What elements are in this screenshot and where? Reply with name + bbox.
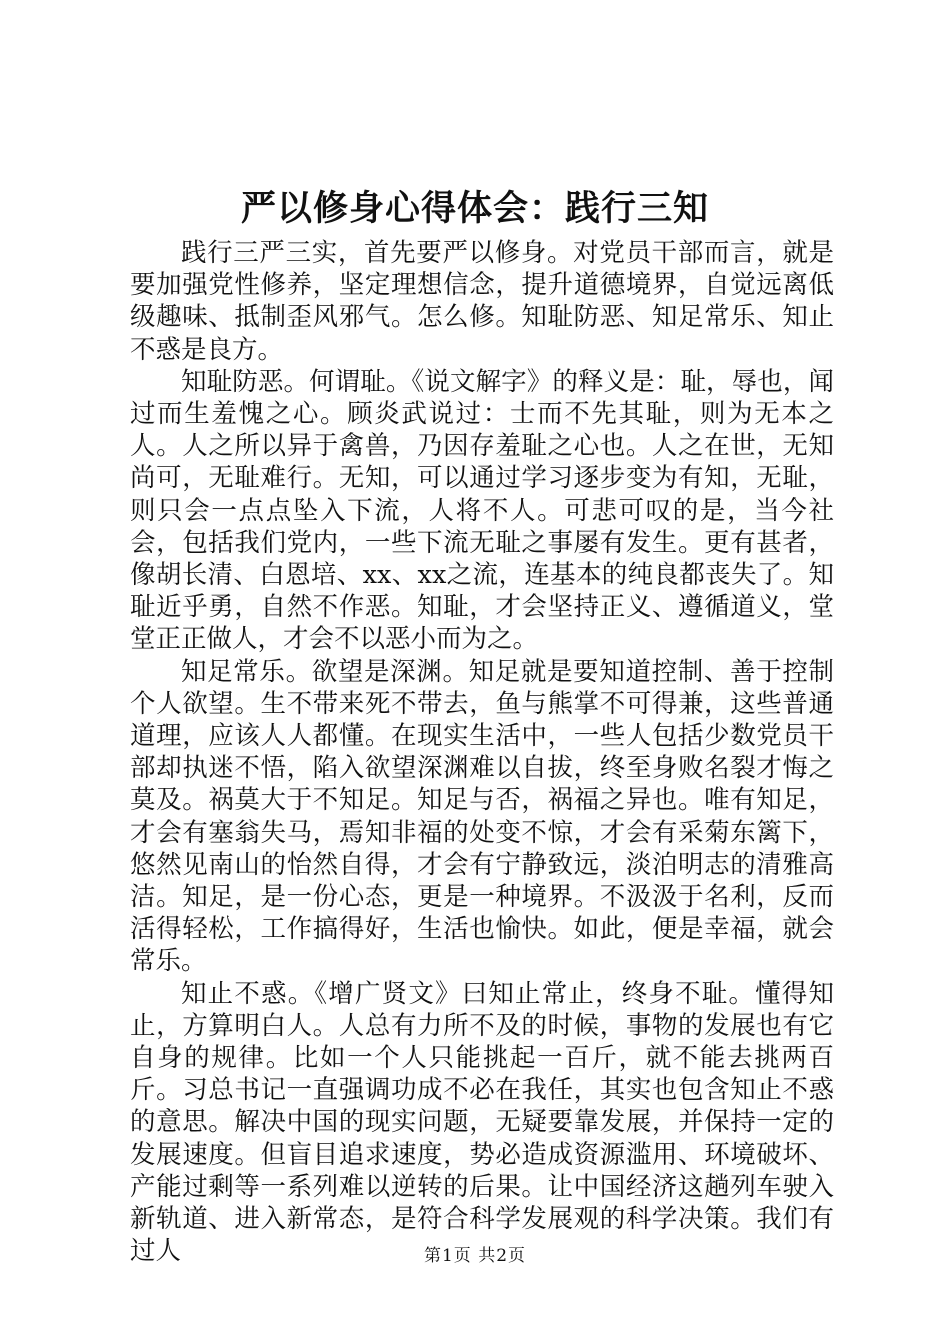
page-footer: 第1页 共2页	[423, 1246, 527, 1266]
document-title: 严以修身心得体会：践行三知	[240, 188, 709, 229]
document-body	[130, 237, 834, 1268]
paragraph-zhizu: 知足常乐。欲望是深渊。知足就是要知道控制、善于控制个人欲望。生不带来死不带去，鱼与熊掌不可得兼，这些普通道理，应该人人都懂。在现实生活中，一些人包括少数党员干部却执迷不悟，陷入欲望深渊难以自拔，终至身败名裂才悔之莫及。祸莫大于不知足。知足与否，祸福之异也。唯有知足，才会有塞翁失马，焉知非福的处变不惊，才会有采菊东篱下，悠然见南山的怡然自得，才会有宁静致远，淡泊明志的清雅高洁。知足，是一份心态，更是一种境界。不汲汲于名利，反而活得轻松，工作搞得好，生活也愉快。如此，便是幸福，就会常乐。	[130, 656, 834, 977]
paragraph-zhichi: 知耻防恶。何谓耻。《说文解字》的释义是：耻，辱也，闻过而生羞愧之心。顾炎武说过：士而不先其耻，则为无本之人。人之所以异于禽兽，乃因存羞耻之心也。人之在世，无知尚可，无耻难行。无知，可以通过学习逐步变为有知，无耻，则只会一点点坠入下流，人将不人。可悲可叹的是，当今社会，包括我们党内，一些下流无耻之事屡有发生。更有甚者，像胡长清、白恩培、xx、xx之流，连基本的纯良都丧失了。知耻近乎勇，自然不作恶。知耻，才会坚持正义、遵循道义，堂堂正正做人，才会不以恶小而为之。	[130, 366, 834, 655]
paragraph-zhizhi: 知止不惑。《增广贤文》曰知止常止，终身不耻。懂得知止，方算明白人。人总有力所不及的时候，事物的发展也有它自身的规律。比如一个人只能挑起一百斤，就不能去挑两百斤。习总书记一直强调功成不必在我任，其实也包含知止不惑的意思。解决中国的现实问题，无疑要靠发展，并保持一定的发展速度。但盲目追求速度，势必造成资源滥用、环境破坏、产能过剩等一系列难以逆转的后果。让中国经济这趟列车驶入新轨道、进入新常态，是符合科学发展观的科学决策。我们有过人	[130, 978, 834, 1267]
paragraph-intro: 践行三严三实，首先要严以修身。对党员干部而言，就是要加强党性修养，坚定理想信念，提升道德境界，自觉远离低级趣味、抵制歪风邪气。怎么修。知耻防恶、知足常乐、知止不惑是良方。	[130, 238, 834, 365]
